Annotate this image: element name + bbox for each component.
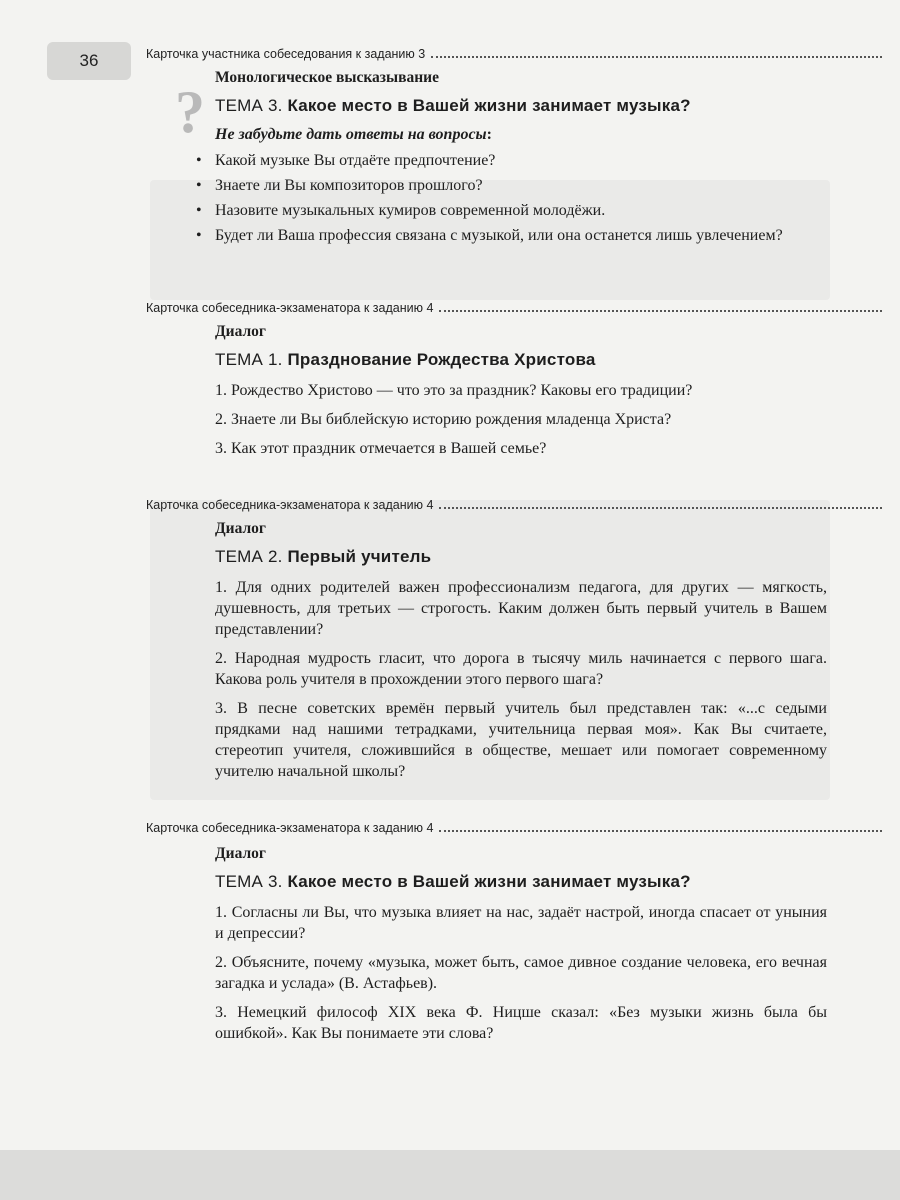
- tema-heading: [215, 872, 827, 892]
- list-item: • Знаете ли Вы композиторов прошлого?: [215, 175, 827, 196]
- question: 1. Рождество Христово — что это за праздник? Каковы его традиции?: [215, 382, 693, 399]
- tema-title: Первый учитель: [287, 547, 432, 566]
- card-header: [146, 44, 882, 64]
- card-dialog-1: [215, 323, 827, 467]
- card-monologue: [215, 69, 827, 250]
- page-bottom-margin: [0, 1150, 900, 1200]
- tema-heading: [215, 96, 827, 116]
- tema-title: Какое место в Вашей жизни занимает музыка?: [287, 872, 691, 891]
- dotted-separator: [439, 310, 882, 312]
- reminder-colon: :: [486, 126, 492, 143]
- list-item: • Назовите музыкальных кумиров современной молодёжи.: [215, 200, 827, 221]
- page-number: 36: [47, 42, 131, 80]
- card-dialog-2: [215, 520, 827, 790]
- question: 1. Согласны ли Вы, что музыка влияет на нас, задаёт настрой, иногда спасает от уныния и депрессии?: [215, 904, 827, 942]
- card-header-label: Карточка собеседника-экзаменатора к заданию 4: [146, 301, 434, 315]
- tema-title: Какое место в Вашей жизни занимает музыка?: [287, 96, 691, 115]
- tema-number: ТЕМА 1.: [215, 350, 283, 369]
- card-header: [146, 298, 882, 318]
- reminder-text: Не забудьте дать ответы на вопросы: [215, 126, 487, 143]
- tema-number: ТЕМА 2.: [215, 547, 283, 566]
- question: 2. Знаете ли Вы библейскую историю рождения младенца Христа?: [215, 411, 672, 428]
- question: 2. Народная мудрость гласит, что дорога в тысячу миль начинается с первого шага. Какова роль учителя в прохождении этого первого шага?: [215, 650, 827, 688]
- list-item: • Будет ли Ваша профессия связана с музыкой, или она останется лишь увлечением?: [215, 225, 827, 246]
- card-header: [146, 818, 882, 838]
- card-kind: Диалог: [215, 323, 266, 340]
- tema-heading: [215, 350, 827, 370]
- card-header-label: Карточка участника собеседования к заданию 3: [146, 47, 426, 61]
- question: 3. Немецкий философ XIX века Ф. Ницше сказал: «Без музыки жизнь была бы ошибкой». Как Вы понимаете эти слова?: [215, 1004, 827, 1042]
- dotted-separator: [439, 507, 882, 509]
- tema-title: Празднование Рождества Христова: [287, 350, 596, 369]
- question-list: [215, 150, 827, 246]
- tema-number: ТЕМА 3.: [215, 96, 283, 115]
- question: 3. В песне советских времён первый учитель был представлен так: «...с седыми прядками над нашими тетрадками, учительница первая моя». Как Вы считаете, стереотип учителя, сложившийся в обществе, мешает или помогает современному учителю начальной школы?: [215, 700, 827, 780]
- question: 1. Для одних родителей важен профессионализм педагога, для других — мягкость, душевность, для третьих — строгость. Каким должен быть первый учитель в Вашем представлении?: [215, 579, 827, 638]
- dotted-separator: [431, 56, 882, 58]
- tema-heading: [215, 547, 827, 567]
- card-header-label: Карточка собеседника-экзаменатора к заданию 4: [146, 498, 434, 512]
- dotted-separator: [439, 830, 882, 832]
- card-kind: Монологическое высказывание: [215, 69, 439, 86]
- question: 2. Объясните, почему «музыка, может быть, самое дивное создание человека, его вечная загадка и услада» (В. Астафьев).: [215, 954, 827, 992]
- list-item: • Какой музыке Вы отдаёте предпочтение?: [215, 150, 827, 171]
- question-mark-icon: ?: [175, 79, 205, 145]
- card-header: [146, 495, 882, 515]
- card-header-label: Карточка собеседника-экзаменатора к заданию 4: [146, 821, 434, 835]
- reminder: [215, 126, 827, 144]
- card-dialog-3: [215, 845, 827, 1052]
- card-kind: Диалог: [215, 845, 266, 862]
- card-kind: Диалог: [215, 520, 266, 537]
- question: 3. Как этот праздник отмечается в Вашей семье?: [215, 440, 547, 457]
- tema-number: ТЕМА 3.: [215, 872, 283, 891]
